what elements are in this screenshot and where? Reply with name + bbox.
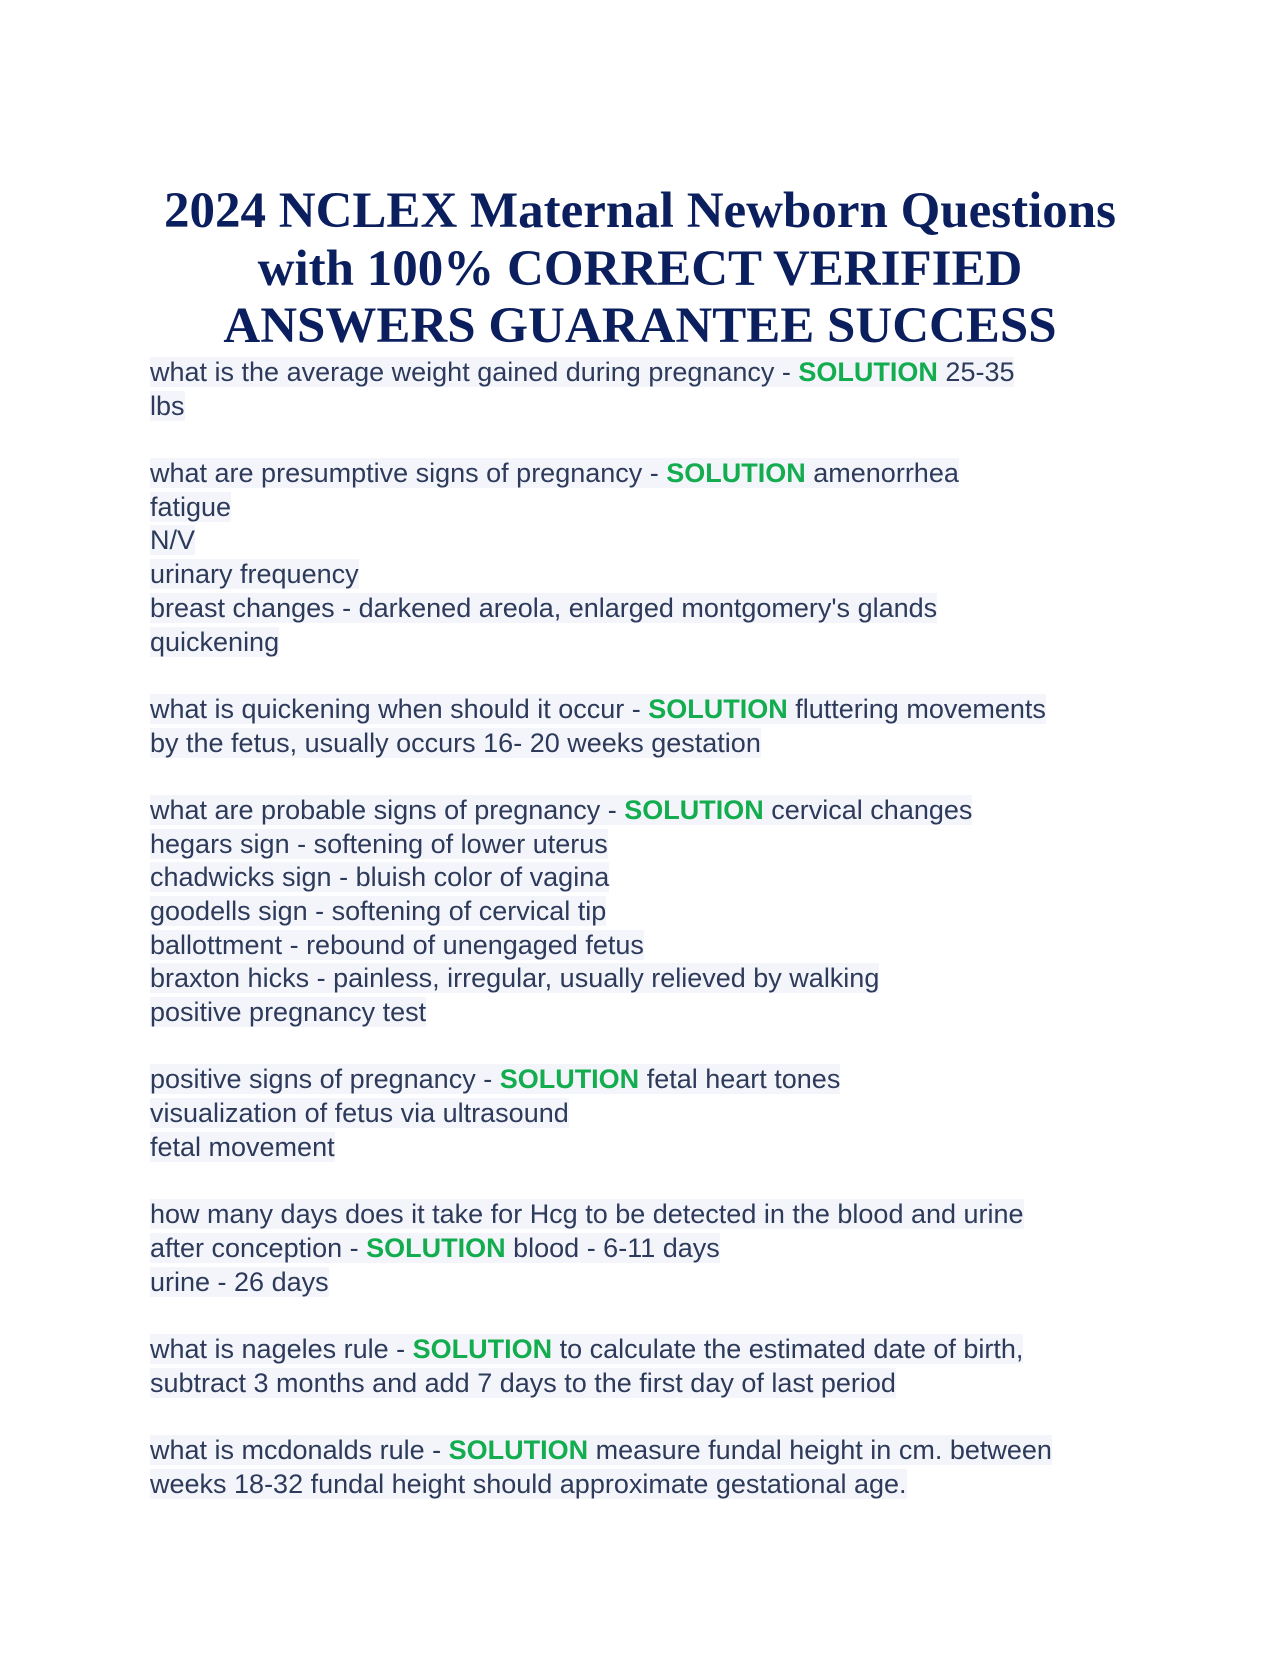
line-text: braxton hicks - painless, irregular, usually relieved by walking (150, 963, 880, 994)
highlighted-text (150, 930, 644, 960)
solution-label: SOLUTION (798, 357, 938, 387)
answer-line (150, 592, 1150, 626)
blank-line (150, 659, 1150, 693)
blank-line (150, 1165, 1150, 1199)
line-text: what are presumptive signs of pregnancy - (150, 458, 667, 489)
question-line (150, 1333, 1150, 1367)
line-text: how many days does it take for Hcg to be detected in the blood and urine (150, 1199, 1024, 1230)
solution-label: SOLUTION (666, 458, 806, 489)
solution-label: SOLUTION (624, 794, 764, 825)
question-line (150, 457, 1150, 491)
highlighted-text (150, 1334, 1023, 1364)
blank-line (150, 1030, 1150, 1064)
answer-line (150, 524, 1150, 558)
highlighted-text (150, 694, 1046, 724)
line-text: what is mcdonalds rule - (150, 1435, 449, 1465)
answer-line (150, 727, 1150, 761)
highlighted-text (150, 1199, 1024, 1229)
highlighted-text (150, 1435, 1052, 1465)
question-line (150, 693, 1150, 727)
answer-line (150, 996, 1150, 1030)
answer-text: measure fundal height in cm. between (588, 1435, 1052, 1465)
answer-line (150, 1131, 1150, 1165)
line-text: after conception - (150, 1232, 367, 1263)
blank-line (150, 760, 1150, 794)
solution-label: SOLUTION (366, 1232, 506, 1263)
line-text: chadwicks sign - bluish color of vagina (150, 862, 610, 893)
line-text: quickening (150, 626, 280, 657)
title-line: ANSWERS GUARANTEE SUCCESS (223, 298, 1057, 354)
line-text: positive pregnancy test (150, 997, 427, 1028)
line-text: fetal movement (150, 1131, 335, 1162)
answer-line (150, 962, 1150, 996)
highlighted-text (150, 862, 609, 892)
highlighted-text (150, 795, 972, 825)
line-text: lbs (150, 390, 185, 421)
solution-label: SOLUTION (412, 1333, 553, 1364)
answer-line (150, 929, 1150, 963)
highlighted-text (150, 728, 761, 758)
answer-line (150, 626, 1150, 660)
answer-text: blood - 6-11 days (505, 1232, 720, 1263)
highlighted-text (150, 559, 359, 589)
highlighted-text (150, 1233, 720, 1263)
line-text: breast changes - darkened areola, enlarged montgomery's glands (150, 592, 938, 623)
answer-line (150, 861, 1150, 895)
highlighted-text (150, 391, 185, 421)
question-line (150, 1198, 1150, 1232)
answer-line (150, 1266, 1150, 1300)
highlighted-text (150, 458, 959, 488)
highlighted-text (150, 997, 426, 1027)
line-text: ballottment - rebound of unengaged fetus (150, 929, 644, 960)
question-line (150, 356, 1150, 390)
line-text: urine - 26 days (150, 1266, 329, 1297)
line-text: positive signs of pregnancy - (150, 1064, 500, 1095)
highlighted-text (150, 896, 606, 926)
line-text: what is quickening when should it occur - (150, 693, 649, 724)
answer-text: fluttering movements (787, 693, 1046, 724)
highlighted-text (150, 357, 1014, 387)
qa-list (150, 356, 1150, 1501)
answer-line (150, 390, 1150, 424)
highlighted-text (150, 1064, 840, 1094)
highlighted-text (150, 1267, 329, 1297)
question-line (150, 1434, 1150, 1468)
line-text: weeks 18-32 fundal height should approximate gestational age. (150, 1468, 907, 1499)
title-line: 2024 NCLEX Maternal Newborn Questions (164, 183, 1116, 239)
answer-text: 25-35 (937, 357, 1015, 387)
line-text: what is nageles rule - (150, 1333, 413, 1364)
line-text: what is the average weight gained during pregnancy - (150, 357, 799, 387)
solution-label: SOLUTION (648, 693, 788, 724)
highlighted-text (150, 829, 608, 859)
answer-line (150, 558, 1150, 592)
line-text: by the fetus, usually occurs 16- 20 weeks gestation (150, 727, 761, 758)
answer-line (150, 1097, 1150, 1131)
highlighted-text (150, 525, 195, 555)
line-text: hegars sign - softening of lower uterus (150, 828, 608, 859)
question-line (150, 794, 1150, 828)
title-line: with 100% CORRECT VERIFIED (257, 240, 1023, 297)
highlighted-text (150, 593, 937, 623)
line-text: fatigue (150, 491, 232, 522)
line-text: urinary frequency (150, 559, 359, 590)
document-title (0, 183, 1280, 356)
answer-text: amenorrhea (805, 458, 959, 489)
answer-line (150, 1367, 1150, 1401)
line-text: N/V (150, 525, 196, 556)
answer-line (150, 895, 1150, 929)
line-text: goodells sign - softening of cervical tip (150, 896, 607, 926)
answer-line (150, 491, 1150, 525)
blank-line (150, 423, 1150, 457)
answer-text: to calculate the estimated date of birth, (552, 1333, 1024, 1364)
answer-text: fetal heart tones (639, 1064, 841, 1095)
question-line (150, 1063, 1150, 1097)
highlighted-text (150, 1132, 335, 1162)
answer-line (150, 1232, 1150, 1266)
highlighted-text (150, 963, 879, 993)
line-text: subtract 3 months and add 7 days to the first day of last period (150, 1367, 896, 1398)
highlighted-text (150, 1469, 907, 1499)
highlighted-text (150, 627, 279, 657)
answer-text: cervical changes (763, 794, 973, 825)
line-text: visualization of fetus via ultrasound (150, 1098, 569, 1129)
answer-line (150, 828, 1150, 862)
line-text: what are probable signs of pregnancy - (150, 794, 625, 825)
answer-line (150, 1468, 1150, 1502)
solution-label: SOLUTION (499, 1064, 640, 1095)
blank-line (150, 1400, 1150, 1434)
solution-label: SOLUTION (448, 1435, 589, 1465)
highlighted-text (150, 492, 231, 522)
highlighted-text (150, 1098, 569, 1128)
highlighted-text (150, 1368, 896, 1398)
blank-line (150, 1299, 1150, 1333)
